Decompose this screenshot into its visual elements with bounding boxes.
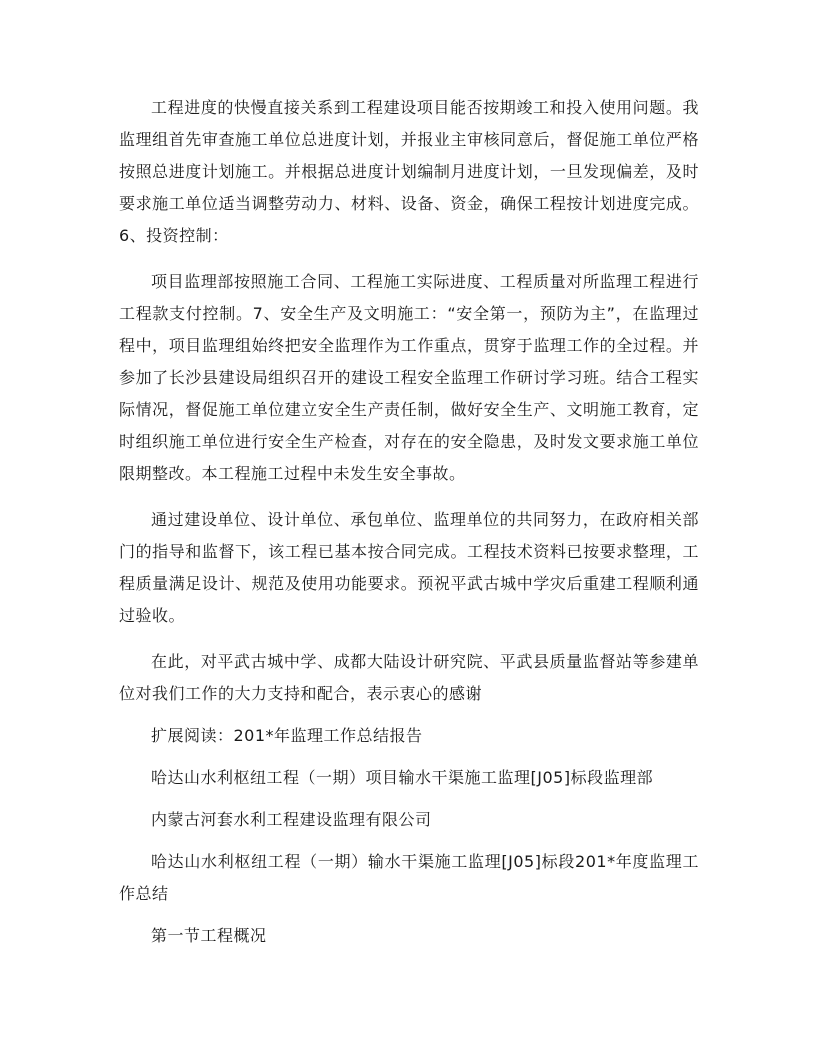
paragraph-thanks: 在此，对平武古城中学、成都大陆设计研究院、平武县质量监督站等参建单位对我们工作的大力支持和配合，表示衷心的感谢 bbox=[119, 652, 699, 703]
paragraph-completion: 通过建设单位、设计单位、承包单位、监理单位的共同努力，在政府相关部门的指导和监督下，该工程已基本按合同完成。工程技术资料已按要求整理，工程质量满足设计、规范及使用功能要求。预祝平武古城中学灾后重建工程顺利通过验收。 bbox=[119, 510, 699, 625]
annual-summary-title: 哈达山水利枢纽工程（一期）输水干渠施工监理[J05]标段201*年度监理工作总结 bbox=[119, 852, 699, 903]
extended-reading-title: 扩展阅读：201*年监理工作总结报告 bbox=[151, 726, 423, 745]
document-page bbox=[119, 92, 699, 952]
company-name: 内蒙古河套水利工程建设监理有限公司 bbox=[151, 810, 432, 829]
paragraph-investment-safety: 项目监理部按照施工合同、工程施工实际进度、工程质量对所监理工程进行工程款支付控制。7、安全生产及文明施工：“安全第一，预防为主”，在监理过程中，项目监理组始终把安全监理作为工作重点，贯穿于监理工作的全过程。并参加了长沙县建设局组织召开的建设工程安全监理工作研讨学习班。结合工程实际情况，督促施工单位建立安全生产责任制，做好安全生产、文明施工教育，定时组织施工单位进行安全生产检查，对存在的安全隐患，及时发文要求施工单位限期整改。本工程施工过程中未发生安全事故。 bbox=[119, 272, 699, 483]
paragraph-schedule-control: 工程进度的快慢直接关系到工程建设项目能否按期竣工和投入使用问题。我监理组首先审查施工单位总进度计划，并报业主审核同意后，督促施工单位严格按照总进度计划施工。并根据总进度计划编制月进度计划，一旦发现偏差，及时要求施工单位适当调整劳动力、材料、设备、资金，确保工程按计划进度完成。6、投资控制： bbox=[119, 98, 699, 245]
section-heading: 第一节工程概况 bbox=[151, 926, 267, 945]
project-department-name: 哈达山水利枢纽工程（一期）项目输水干渠施工监理[J05]标段监理部 bbox=[151, 768, 654, 787]
